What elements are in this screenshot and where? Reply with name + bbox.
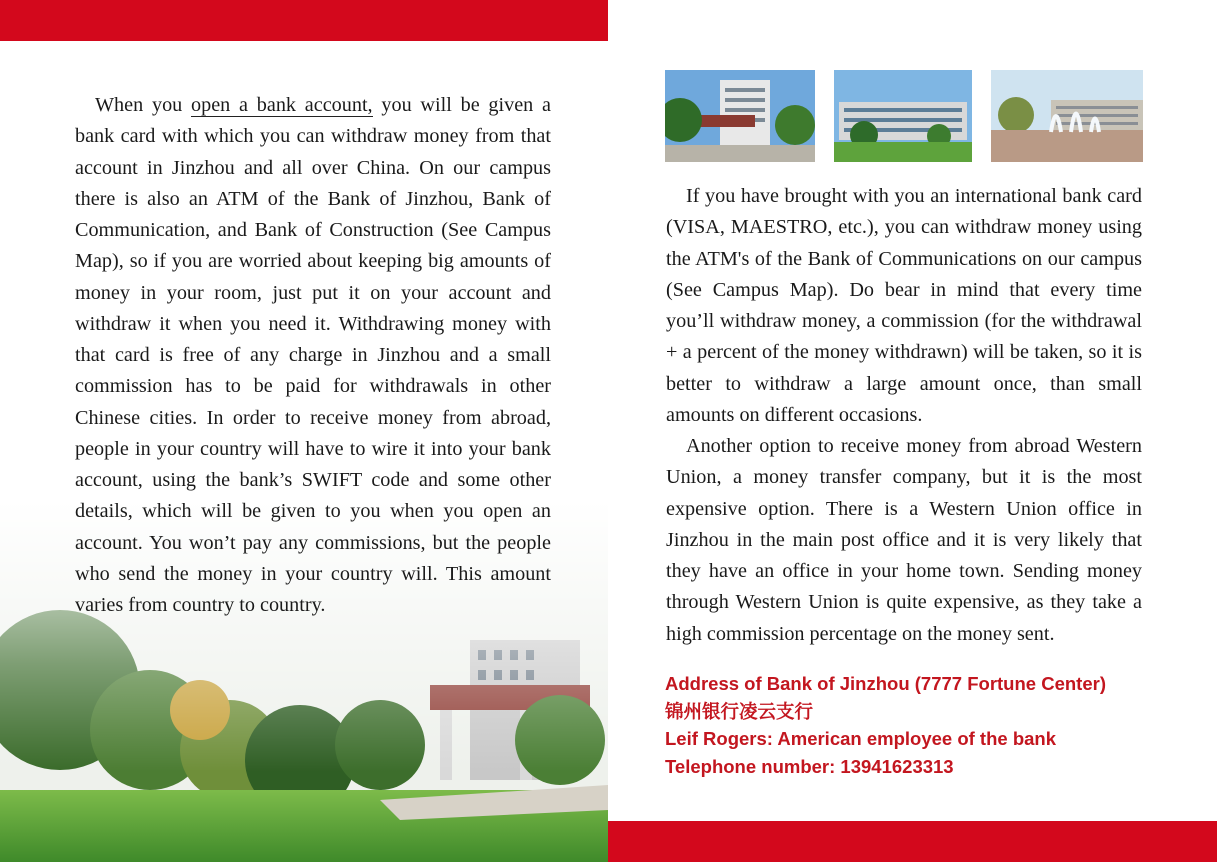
international-card-paragraph: If you have brought with you an international bank card (VISA, MAESTRO, etc.), you can withdraw money using the ATM's of the Bank of Communications on our campus (See Campus Map). Do bear in mind that every time you’ll withdraw money, a commission (for the withdrawal + a percent of the money withdrawn) will be taken, so it is better to withdraw a large amount once, than small amounts on different occasions. xyxy=(666,185,1142,426)
bank-telephone: Telephone number: 13941623313 xyxy=(665,755,954,777)
bank-employee: Leif Rogers: American employee of the bank xyxy=(665,728,1056,749)
bottom-red-band xyxy=(608,821,1217,862)
western-union-paragraph: Another option to receive money from abroad Western Union, a money transfer company, but it is the most expensive option. There is a Western Union office in Jinzhou in the main post office and it is very likely that they have an office in your home town. Sending money through Western Union is quite expensive, as they take a high commission percentage on the money sent. xyxy=(666,435,1142,645)
campus-photo-3 xyxy=(991,70,1143,162)
bank-address: Address of Bank of Jinzhou (7777 Fortune Center) xyxy=(665,673,1106,694)
campus-photo-2 xyxy=(834,70,972,162)
right-body-text xyxy=(666,181,1142,650)
left-body-text xyxy=(75,90,551,621)
open-account-link[interactable]: open a bank account, xyxy=(191,94,373,116)
bank-contact-block xyxy=(665,670,1165,780)
right-page xyxy=(608,0,1217,862)
campus-photo-1 xyxy=(665,70,815,162)
top-red-band xyxy=(0,0,608,41)
paragraph-body: you will be given a bank card with which you can withdraw money from that account in Jinzhou and all over China. On our campus there is also an ATM of the Bank of Jinzhou, Bank of Communication, and Bank of Construction (See Campus Map), so if you are worried about keeping big amounts of money in your room, just put it on your account and withdraw it when you need it. Withdrawing money with that card is free of any charge in Jinzhou and a small commission has to be paid for withdrawals in other Chinese cities. In order to receive money from abroad, people in your country will have to wire it into your bank account, using the bank’s SWIFT code and some other details, which will be given to you when you open an account. You won’t pay any commissions, but the people who send the money in your country will. This amount varies from country to country. xyxy=(75,94,552,616)
paragraph-intro: When you xyxy=(95,94,192,116)
bank-chinese-name: 锦州银行凌云支行 xyxy=(665,700,814,722)
left-page xyxy=(0,0,608,862)
